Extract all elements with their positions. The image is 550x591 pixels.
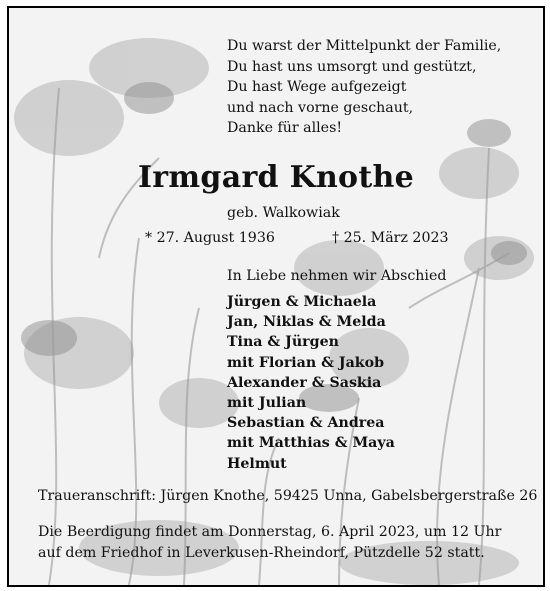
funeral-line: Die Beerdigung findet am Donnerstag, 6. April 2023, um 12 Uhr <box>38 524 502 540</box>
poem-line: Du hast uns umsorgt und gestützt, <box>227 58 477 75</box>
poem-line: Danke für alles! <box>227 120 343 136</box>
poem-line: Du warst der Mittelpunkt der Familie, <box>227 38 502 54</box>
farewell-intro: In Liebe nehmen wir Abschied <box>227 268 447 284</box>
poem-line: und nach vorne geschaut, <box>227 99 414 116</box>
funeral-details <box>38 522 501 564</box>
funeral-line: auf dem Friedhof in Leverkusen-Rheindorf, Pützdelle 52 statt. <box>38 545 485 561</box>
mourner-line: Alexander & Saskia <box>227 374 382 391</box>
mourner-line: Jan, Niklas & Melda <box>227 314 386 331</box>
date-of-birth: * 27. August 1936 <box>145 230 275 246</box>
poem <box>227 36 501 139</box>
birth-name: geb. Walkowiak <box>227 205 340 221</box>
mourner-line: Helmut <box>227 455 287 472</box>
date-of-death: † 25. März 2023 <box>332 230 449 246</box>
mourner-line: mit Matthias & Maya <box>227 435 395 452</box>
mourner-line: mit Julian <box>227 394 307 411</box>
mourner-line: Tina & Jürgen <box>227 334 339 351</box>
mourner-line: Sebastian & Andrea <box>227 415 385 432</box>
poem-line: Du hast Wege aufgezeigt <box>227 79 407 95</box>
mourner-line: mit Florian & Jakob <box>227 354 384 371</box>
mourners-list <box>227 292 395 474</box>
mourning-address: Traueranschrift: Jürgen Knothe, 59425 Unna, Gabelsbergerstraße 26 <box>38 488 538 504</box>
obituary-notice <box>7 6 545 587</box>
mourner-line: Jürgen & Michaela <box>227 294 377 310</box>
deceased-name: Irmgard Knothe <box>137 160 415 195</box>
